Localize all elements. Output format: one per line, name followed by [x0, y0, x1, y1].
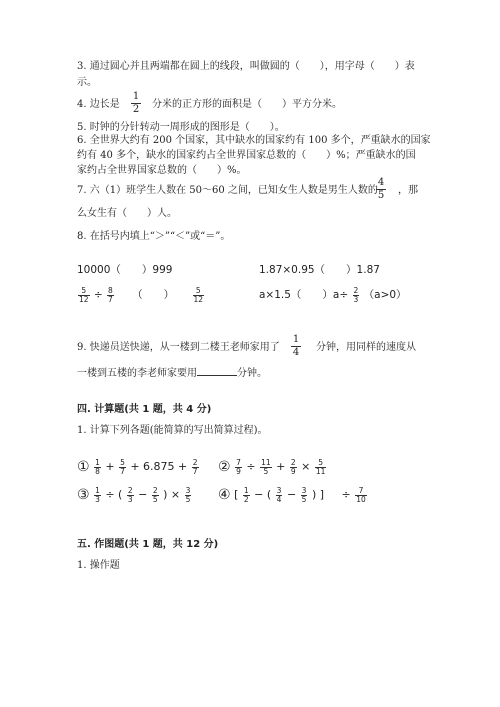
- q9-frac-den: 4: [292, 347, 300, 358]
- q4-fraction: [131, 91, 141, 116]
- q8-title: 8. 在括号内填上“＞”“＜”或“＝”。: [77, 231, 231, 242]
- q6-line2: 约有 40 多个，缺水的国家约占全世界国家总数的（ ）%；严重缺水的国: [77, 150, 416, 161]
- section-4-title: 四. 计算题(共 1 题，共 4 分): [77, 404, 212, 415]
- q4-frac-den: 2: [132, 104, 140, 115]
- q4-1-text: 1. 计算下列各题(能简算的写出简算过程)。: [77, 425, 268, 436]
- q4-frac-num: 1: [132, 91, 140, 102]
- q3-line1: 3. 通过圆心并且两端都在圆上的线段，叫做圆的（ ），用字母（ ）表: [77, 61, 415, 72]
- q7-line1: 7. 六（1）班学生人数在 50～60 之间，已知女生人数是男生人数的: [77, 185, 378, 196]
- q4-suffix: 分米的正方形的面积是（ ）平方分米。: [152, 99, 342, 110]
- expr-4: ④ [ $\frac{1}{2}$ − ( $\frac{3}{4}$ − $\frac{3}{5}$ ) ] ÷ $\frac{7}{10}$: [218, 485, 366, 504]
- q4-prefix: 4. 边长是: [77, 99, 120, 110]
- q8-row1-right: 1.87×0.95（ ）1.87: [259, 264, 380, 276]
- q8-frac-b: $\frac{2}{3}$: [353, 285, 359, 304]
- q8-row2-left: [77, 284, 205, 306]
- q9-line2: [77, 365, 267, 380]
- q3-line2: 示。: [77, 77, 97, 88]
- q7-line2: 么女生有（ ）人。: [77, 208, 177, 219]
- q6-line3: 家约占全世界国家总数的（ ）%。: [77, 165, 247, 176]
- expr-2: ② $\frac{7}{9}$ ÷ $\frac{11}{5}$ + $\frac{2}{9}$ × $\frac{5}{11}$: [218, 457, 326, 476]
- q5-text: 5. 时钟的分针转动一周形成的图形是（ ）。: [77, 122, 285, 133]
- q8-row2-right: [259, 284, 407, 306]
- q8-frac-a3: $\frac{5}{12}$: [193, 285, 204, 304]
- q8-frac-a2: $\frac{8}{7}$: [108, 285, 113, 304]
- q8-row2-right-tail: （a>0）: [363, 289, 407, 301]
- q9-frac-num: 1: [292, 334, 300, 345]
- q9-line2-text: 一楼到五楼的李老师家要用: [77, 368, 197, 379]
- expr-3: ③ $\frac{1}{3}$ ÷ ( $\frac{2}{3}$ − $\frac{2}{5}$ ) × $\frac{3}{5}$: [77, 485, 191, 504]
- q8-frac-a1: $\frac{5}{12}$: [79, 285, 89, 304]
- q9-line1-end: 分钟，用同样的速度从: [316, 342, 416, 353]
- q9-answer-blank[interactable]: [197, 365, 237, 376]
- q7-frac-den: 5: [377, 190, 385, 201]
- q7-frac-num: 4: [377, 177, 385, 188]
- q8-div-op: ÷: [93, 289, 103, 301]
- q9-line2-end: 分钟。: [237, 368, 267, 379]
- q7-line1-end: ，那: [398, 185, 418, 196]
- expr-1-number: ①: [77, 459, 90, 475]
- expr-3-number: ③: [77, 487, 90, 503]
- q9-fraction: [291, 334, 301, 359]
- q8-row2-right-left: a×1.5（ ）a÷: [259, 289, 349, 301]
- section-5-title: 五. 作图题(共 1 题，共 12 分): [77, 539, 219, 550]
- expr-4-number: ④: [218, 487, 231, 503]
- q6-line1: 6. 全世界大约有 200 个国家，其中缺水的国家约有 100 多个，严重缺水的国家: [77, 135, 431, 146]
- q8-row1-left: 10000（ ）999: [77, 264, 173, 276]
- q5-1-text: 1. 操作题: [77, 560, 120, 571]
- q8-blank-a: （ ）: [132, 289, 175, 301]
- expr-2-number: ②: [218, 459, 231, 475]
- expr-1: ① $\frac{1}{8}$ + $\frac{5}{7}$ + 6.875 + $\frac{2}{7}$: [77, 457, 198, 476]
- q9-line1: 9. 快递员送快递，从一楼到二楼王老师家用了: [77, 342, 280, 353]
- q7-fraction: [376, 177, 386, 202]
